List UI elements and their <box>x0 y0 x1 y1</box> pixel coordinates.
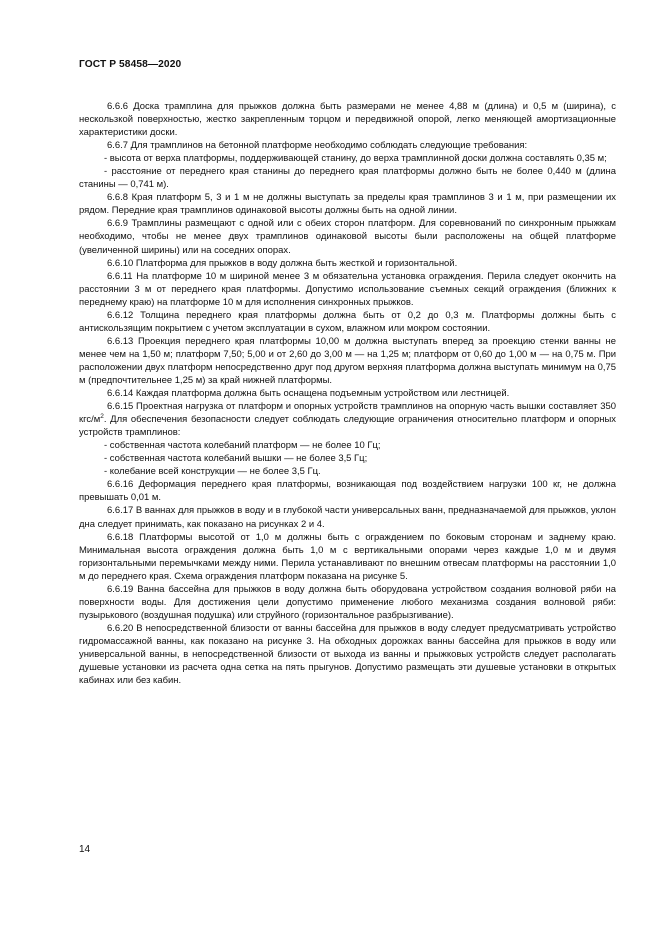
clause-6-6-15 <box>79 400 616 439</box>
list-item: - собственная частота колебаний платформ — не более 10 Гц; <box>104 440 381 452</box>
clause-6-6-19: 6.6.19 Ванна бассейна для прыжков в воду должна быть оборудована устройством создания волновой ряби на поверхности воды. Для достижения цели допустимо применение любого механизма создания волновой ряби: пузырькового (воздушная подушка) или струйного (горизонтальное разбрызгивание). <box>79 583 616 621</box>
clause-6-6-12: 6.6.12 Толщина переднего края платформы должна быть от 0,2 до 0,3 м. Платформы должны быть с антискользящим покрытием с учетом эксплуатации в сухом, влажном или мокром состоянии. <box>79 309 616 334</box>
list-item: - собственная частота колебаний вышки — не более 3,5 Гц; <box>104 453 368 465</box>
page-number: 14 <box>79 844 91 855</box>
clause-6-6-17: 6.6.17 В ваннах для прыжков в воду и в глубокой части универсальных ванн, предназначаемой для прыжков, уклон дна следует принимать, как показано на рисунках 2 и 4. <box>79 505 616 530</box>
clause-6-6-14: 6.6.14 Каждая платформа должна быть оснащена подъемным устройством или лестницей. <box>107 388 510 400</box>
clause-6-6-9: 6.6.9 Трамплины размещают с одной или с обеих сторон платформ. Для соревнований по синхронным прыжкам необходимо, чтобы не менее двух трамплинов одинаковой высоты были расположены на общей платформе (увеличенной ширины) или на соседних опорах. <box>79 218 616 256</box>
list-item: - колебание всей конструкции — не более 3,5 Гц. <box>104 466 321 478</box>
clause-6-6-15-text: 6.6.15 Проектная нагрузка от платформ и опорных устройств трамплинов на опорную часть вышки составляет 350 кгс/м <box>79 401 616 426</box>
clause-6-6-20: 6.6.20 В непосредственной близости от ванны бассейна для прыжков в воду следует предусматривать устройство гидромассажной ванны, как показано на рисунке 3. На обходных дорожках ванны бассейна для прыжков в воду или универсальной ванны, в непосредственной близости от выхода из ванны и прыжковых устройств следует располагать душевые установки из расчета одна сетка на пять прыгунов. Допустимо размещать эти душевые установки в открытых кабинах или без кабин. <box>79 622 616 687</box>
list-item: - высота от верха платформы, поддерживающей станину, до верха трамплинной доски должна составлять 0,35 м; <box>104 153 607 165</box>
superscript: 2 <box>100 413 104 421</box>
clause-6-6-7: 6.6.7 Для трамплинов на бетонной платформе необходимо соблюдать следующие требования: <box>107 140 528 152</box>
clause-6-6-6: 6.6.6 Доска трамплина для прыжков должна быть размерами не менее 4,88 м (длина) и 0,5 м (ширина), с нескользкой поверхностью, жестко закрепленным торцом и передвижной опорой, легко меняющей амортизационные характеристики доски. <box>79 101 616 139</box>
clause-6-6-11: 6.6.11 На платформе 10 м шириной менее 3 м обязательна установка ограждения. Перила следует окончить на расстоянии 3 м от переднего края платформы. Допустимо использование съемных секций ограждения (ближних к переднему краю) на платформе 10 м для исполнения синхронных прыжков. <box>79 270 616 308</box>
clause-6-6-8: 6.6.8 Края платформ 5, 3 и 1 м не должны выступать за пределы края трамплинов 3 и 1 м, при размещении их рядом. Передние края трамплинов одинаковой высоты должны быть на одной линии. <box>79 192 616 217</box>
document-body <box>79 100 616 687</box>
clause-6-6-10: 6.6.10 Платформа для прыжков в воду должна быть жесткой и горизонтальной. <box>107 257 458 269</box>
clause-6-6-13: 6.6.13 Проекция переднего края платформы 10,00 м должна выступать вперед за проекцию стенки ванны не менее чем на 1,50 м; платформ 7,50; 5,00 и от 2,60 до 3,00 м — на 1,25 м; платформ от 0,60 до 1,00 м — на 0,75 м. При расположении двух платформ непосредственно друг под другом верхняя платформа должна выступать минимум на 0,75 м (предпочтительнее 1,25 м) за край нижней платформы. <box>79 335 616 386</box>
clause-6-6-18: 6.6.18 Платформы высотой от 1,0 м должны быть с ограждением по боковым сторонам и заднему краю. Минимальная высота ограждения должна быть 1,0 м с вертикальными опорами через каждые 1,0 м и двумя горизонтальными перемычками между ними. Перила устанавливают по внешним отвесам платформы на расстоянии 1,0 м до переднего края. Схема ограждения платформ показана на рисунке 5. <box>79 531 616 582</box>
document-header: ГОСТ Р 58458—2020 <box>79 59 182 70</box>
list-item: - расстояние от переднего края станины до переднего края платформы должно быть не более 0,440 м (длина станины — 0,741 м). <box>79 166 616 191</box>
clause-6-6-16: 6.6.16 Деформация переднего края платформы, возникающая под воздействием нагрузки 100 кг, не должна превышать 0,01 м. <box>79 479 616 504</box>
clause-6-6-15-text-cont: . Для обеспечения безопасности следует соблюдать следующие ограничения относительно платформ и опорных устройств трамплинов: <box>79 414 616 439</box>
